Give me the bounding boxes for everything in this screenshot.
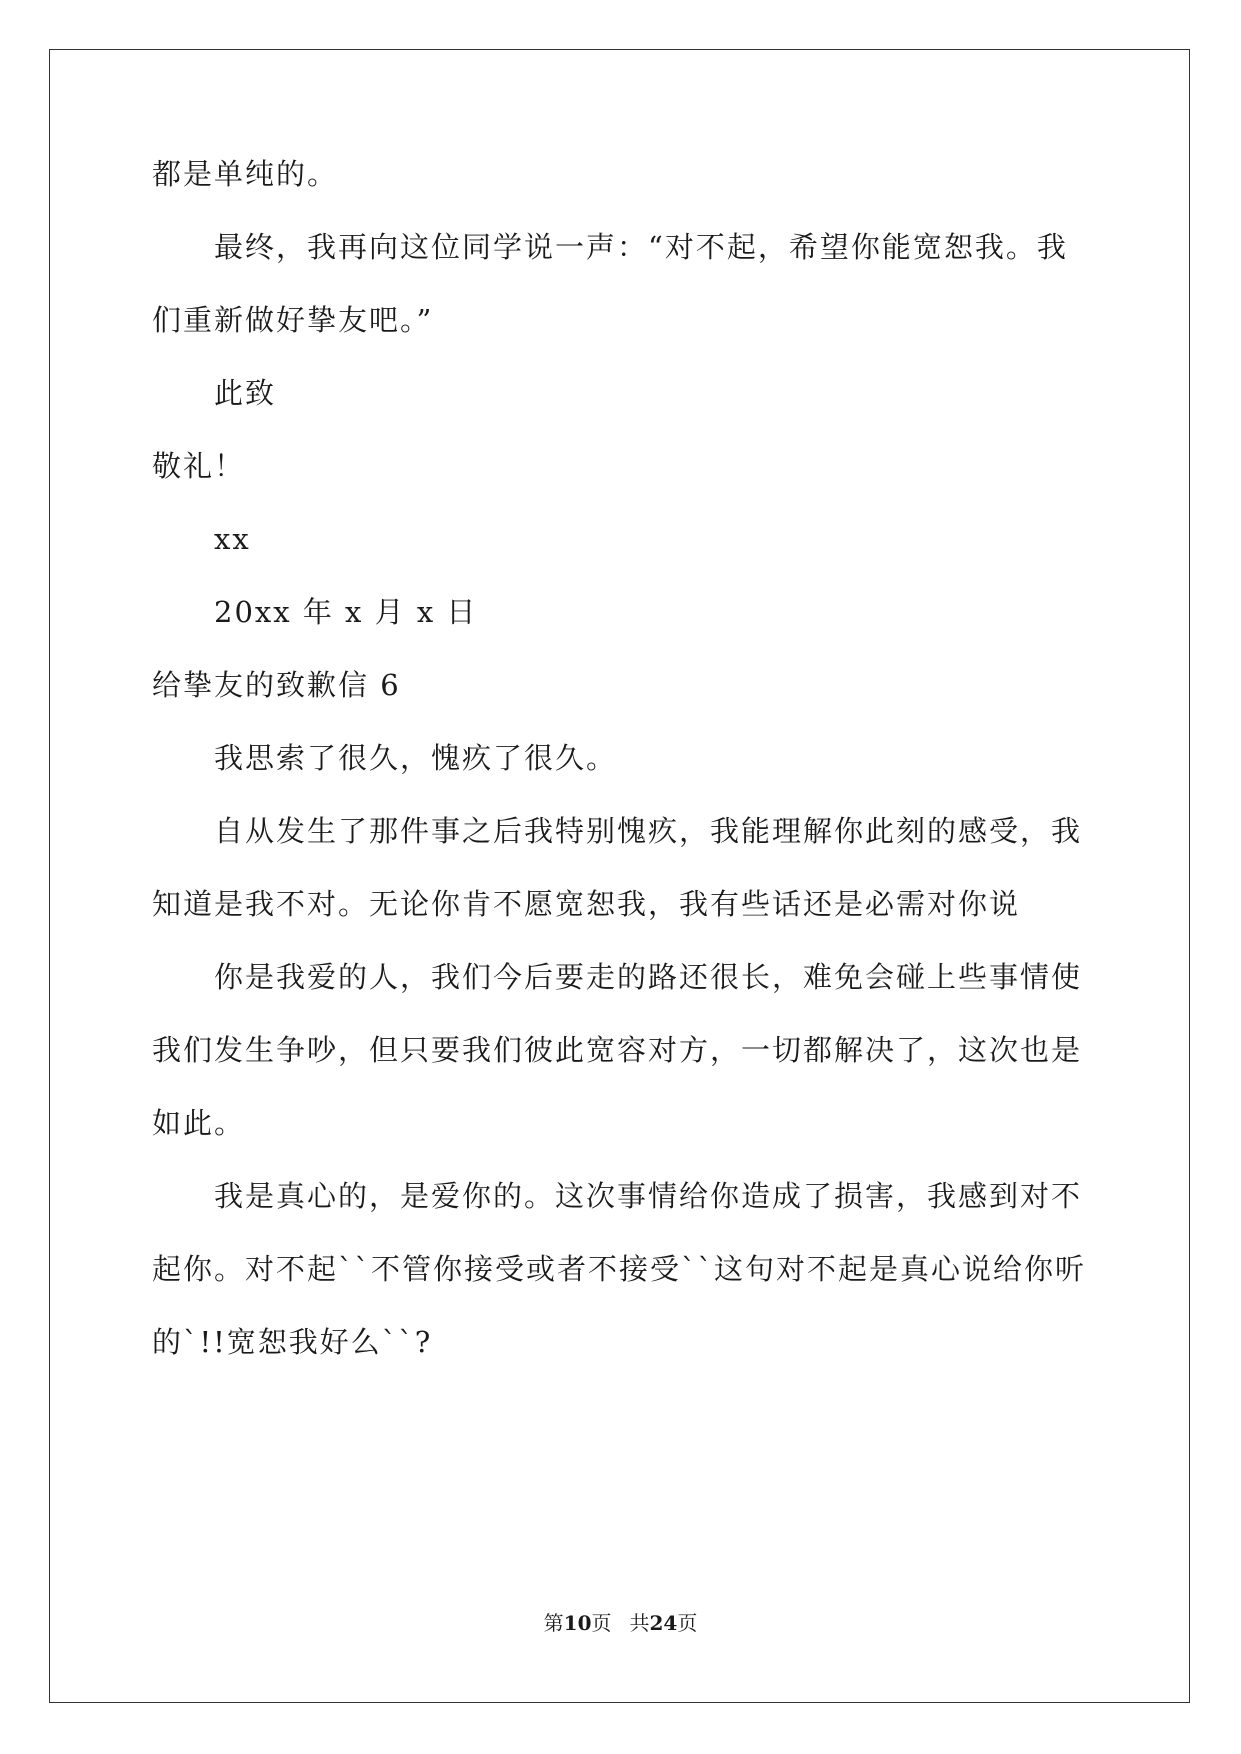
text-line: 都是单纯的。: [152, 157, 339, 191]
text-line: 自从发生了那件事之后我特别愧疚，我能理解你此刻的感受，我: [214, 814, 1083, 848]
text-line: 我们发生争吵，但只要我们彼此宽容对方，一切都解决了，这次也是: [152, 1033, 1083, 1067]
section-heading: 给挚友的致歉信 6: [152, 668, 401, 702]
text-line: 如此。: [152, 1106, 246, 1140]
text-line: 我是真心的，是爱你的。这次事情给你造成了损害，我感到对不: [214, 1179, 1083, 1213]
text-line: 你是我爱的人，我们今后要走的路还很长，难免会碰上些事情使: [214, 960, 1083, 994]
footer-total-prefix: 共: [629, 1611, 650, 1635]
total-page-count: 24: [649, 1611, 678, 1635]
page-border: [49, 49, 1190, 1703]
text-line: 们重新做好挚友吧。”: [152, 303, 434, 337]
letter-date: 20xx 年 x 月 x 日: [214, 595, 478, 629]
text-line: 的`!!宽恕我好么``?: [152, 1325, 433, 1359]
signature: xx: [214, 522, 251, 556]
text-line: 起你。对不起``不管你接受或者不接受``这句对不起是真心说给你听: [152, 1252, 1087, 1286]
text-line: 知道是我不对。无论你肯不愿宽恕我，我有些话还是必需对你说: [152, 887, 1021, 921]
current-page-number: 10: [563, 1611, 592, 1635]
closing-salutation: 此致: [214, 376, 277, 410]
footer-page-unit: 页: [591, 1611, 612, 1635]
text-line: 最终，我再向这位同学说一声：“对不起，希望你能宽恕我。我: [214, 230, 1068, 264]
closing-regards: 敬礼！: [152, 449, 246, 483]
page-footer: [0, 1610, 1241, 1636]
text-line: 我思索了很久，愧疚了很久。: [214, 741, 618, 775]
footer-prefix: 第: [543, 1611, 564, 1635]
footer-total-unit: 页: [677, 1611, 698, 1635]
